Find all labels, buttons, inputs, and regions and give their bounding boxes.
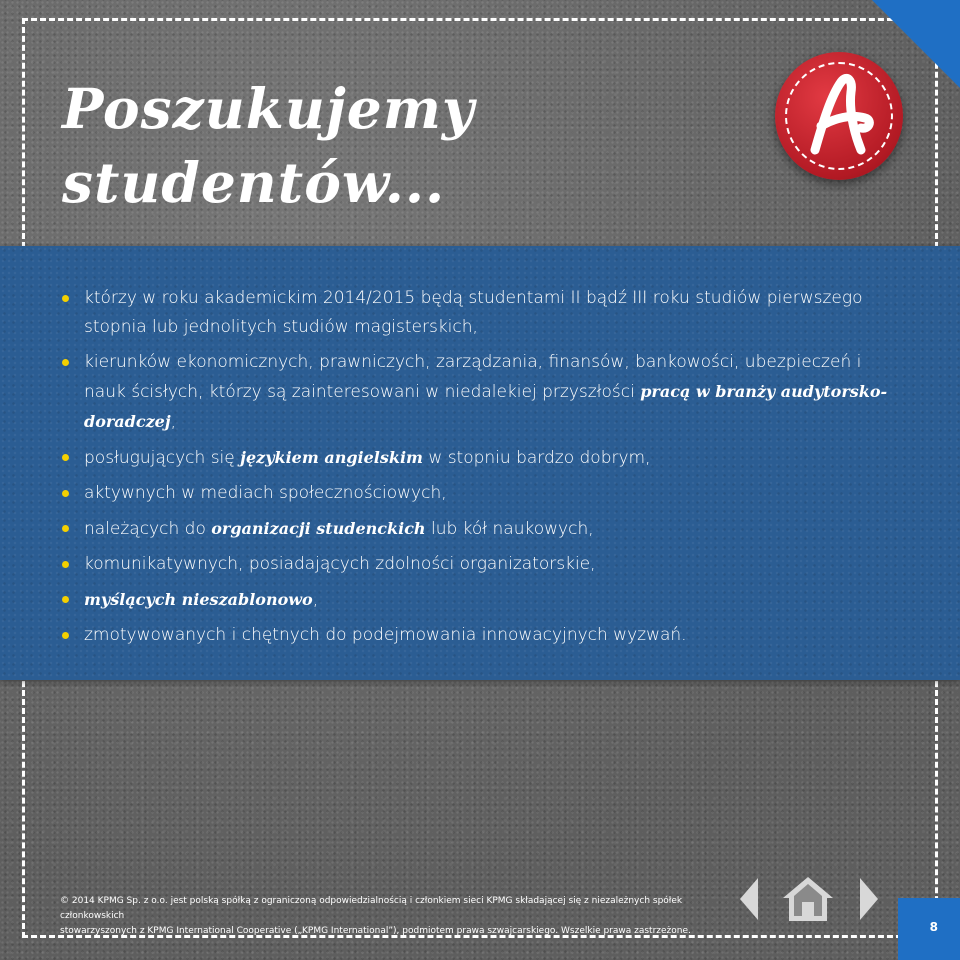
list-item: komunikatywnych, posiadających zdolności organizatorskie, [62,550,902,579]
badge-letter [775,52,903,180]
list-item: aktywnych w mediach społecznościowych, [62,479,902,508]
footer-line-1: © 2014 KPMG Sp. z o.o. jest polską spółką z ograniczoną odpowiedzialnością i członkiem sieci KPMG składającej się z niezależnych spółek członkowskich [60,896,683,921]
prev-button[interactable] [738,876,762,926]
page-title [62,72,582,220]
requirements-list [62,284,902,650]
stitch-top [22,18,938,21]
page-number: 8 [929,920,938,934]
chevron-right-icon [856,876,880,922]
list-item: kierunków ekonomicznych, prawniczych, zarządzania, finansów, bankowości, ubezpieczeń i nauk ścisłych, którzy są zainteresowani w niedalekiej przyszłości pracą w branży audytorsko-doradczej, [62,348,902,437]
list-item: należących do organizacji studenckich lub kół naukowych, [62,514,902,544]
home-button[interactable] [780,874,836,928]
next-button[interactable] [856,876,880,926]
list-item: zmotywowanych i chętnych do podejmowania innowacyjnych wyzwań. [62,621,902,650]
copyright-footer [60,894,740,939]
footer-line-2: stowarzyszonych z KPMG International Cooperative („KPMG International”), podmiotem prawa szwajcarskiego. Wszelkie prawa zastrzeżone. [60,926,691,936]
list-item: myślących nieszablonowo, [62,585,902,615]
highlight-text: językiem angielskim [240,448,423,467]
title-line-2: studentów... [62,150,446,215]
highlight-text: myślących nieszablonowo [84,590,313,609]
highlight-text: organizacji studenckich [211,519,426,538]
list-item: którzy w roku akademickim 2014/2015 będą studentami II bądź III roku studiów pierwszego stopnia lub jednolitych studiów magisterskich, [62,284,902,342]
highlight-text: pracą w branży audytorsko-doradczej [84,382,888,431]
page-number-box [898,898,960,960]
title-line-1: Poszukujemy [62,76,475,141]
home-icon [780,874,836,924]
list-item: posługujących się językiem angielskim w stopniu bardzo dobrym, [62,443,902,473]
letter-a-badge-icon [775,52,903,180]
chevron-left-icon [738,876,762,922]
